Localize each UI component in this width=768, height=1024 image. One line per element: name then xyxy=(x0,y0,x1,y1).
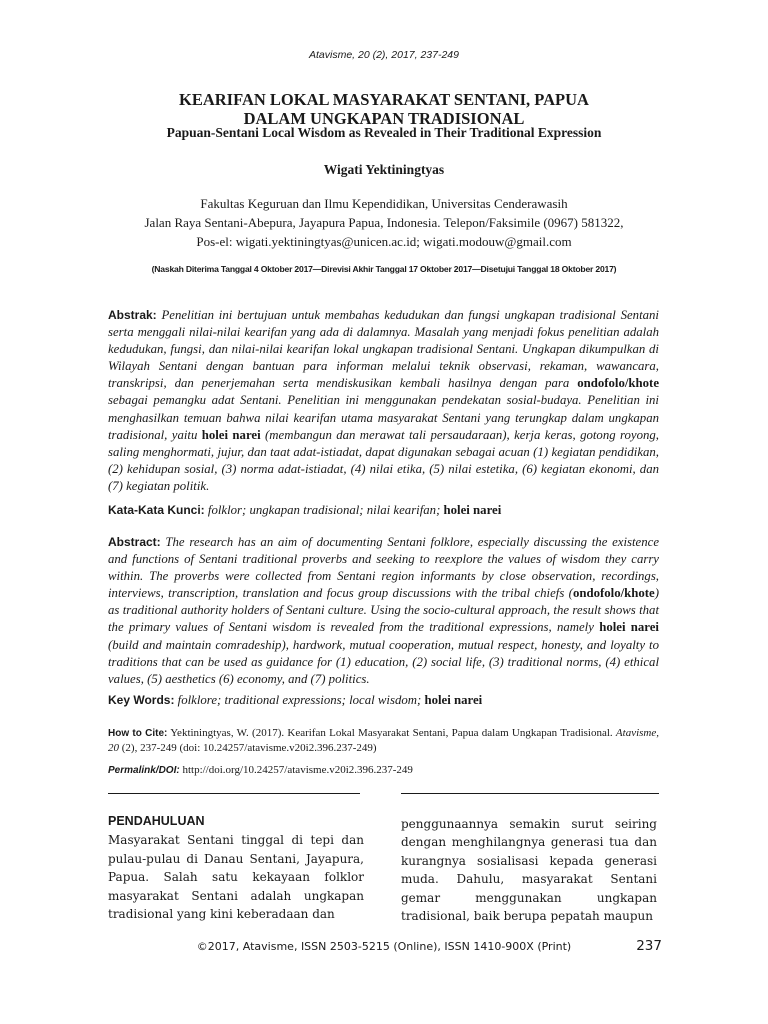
abstract-text-2: ) as traditional authority holders of Sentani culture. Using the socio-cultural approach, the result shows that the primary values of Sentani wisdom is revealed from the traditional expressions, namely xyxy=(108,586,659,635)
kata-kunci-text: folklor; ungkapan tradisional; nilai kearifan; xyxy=(204,503,444,517)
affiliation-line-2: Jalan Raya Sentani-Abepura, Jayapura Papua, Indonesia. Telepon/Faksimile (0967) 581322, xyxy=(144,215,624,230)
body-text-left: Masyarakat Sentani tinggal di tepi dan pulau-pulau di Danau Sentani, Jayapura, Papua. Salah satu kekayaan folklor masyarakat Sentani adalah ungkapan tradisional yang kini keberadaan dan xyxy=(108,833,364,922)
affiliation-line-3: Pos-el: wigati.yektiningtyas@unicen.ac.id; wigati.modouw@gmail.com xyxy=(196,234,572,249)
permalink xyxy=(108,764,659,776)
abstrak-label: Abstrak: xyxy=(108,308,157,322)
abstrak-text-2: sebagai pemangku adat Sentani. Penelitian ini menggunakan pendekatan sosial-budaya. Penelitian ini menghasilkan temuan bahwa nilai kearifan utama masyarakat Sentani yang terungkap dalam ungkapan tradisional, yaitu xyxy=(108,393,659,442)
how-to-cite-label: How to Cite: xyxy=(108,728,168,739)
abstrak-paragraph xyxy=(108,307,659,495)
how-to-cite xyxy=(108,726,659,756)
running-header: Atavisme, 20 (2), 2017, 237-249 xyxy=(308,49,459,61)
abstrak-term-2: holei narei xyxy=(201,427,261,442)
key-words-label: Key Words: xyxy=(108,693,175,707)
title-line-2: DALAM UNGKAPAN TRADISIONAL xyxy=(243,109,525,128)
permalink-label: Permalink/DOI: xyxy=(108,765,180,776)
abstract-text-3: (build and maintain comradeship), hardwork, mutual cooperation, mutual respect, honesty, and loyalty to traditions that can be used as guidance for (1) education, (2) social life, (3) traditional norms, (4) ethical values, (5) aesthetics (6) economy, and (7) politics. xyxy=(108,637,659,686)
body-text-right: penggunaannya semakin surut seiring dengan menghilangnya generasi tua dan kurangnya sosialisasi kepada generasi muda. Dahulu, masyarakat Sentani gemar menggunakan ungkapan tradisional, baik berupa pepatah maupun xyxy=(401,817,657,924)
how-to-cite-text-1: Yektiningtyas, W. (2017). Kearifan Lokal Masyarakat Sentani, Papua dalam Ungkapan Tradisional. xyxy=(167,727,616,739)
kata-kunci-term: holei narei xyxy=(443,503,502,517)
affiliation xyxy=(60,194,708,251)
affiliation-line-1: Fakultas Keguruan dan Ilmu Kependidikan, Universitas Cenderawasih xyxy=(200,196,568,211)
doi-link[interactable]: http://doi.org/10.24257/atavisme.v20i2.396.237-249 xyxy=(179,764,413,776)
abstrak-term-1: ondofolo/khote xyxy=(577,376,659,391)
abstract-term-2: holei narei xyxy=(599,620,659,635)
column-divider-left xyxy=(108,793,360,794)
body-column-right xyxy=(401,815,657,925)
how-to-cite-text-2: (2), 237-249 (doi: 10.24257/atavisme.v20i2.396.237-249) xyxy=(119,742,377,754)
kata-kunci-line xyxy=(108,502,659,519)
how-to-cite-journal: Atavisme, 20 xyxy=(108,727,659,754)
column-divider-right xyxy=(401,793,659,794)
key-words-term: holei narei xyxy=(424,693,483,707)
section-heading: PENDAHULUAN xyxy=(108,814,205,828)
key-words-line xyxy=(108,692,659,709)
body-column-left xyxy=(108,812,364,923)
abstrak-text-3: (membangun dan merawat tali persaudaraan), kerja keras, gotong royong, saling menghormati, jujur, dan taat adat-istiadat, dapat digunakan sebagai acuan (1) kegiatan pendidikan, (2) kehidupan sosial, (3) norma adat-istiadat, (4) nilai etika, (5) nilai estetika, (6) kegiatan ekonomi, dan (7) kegiatan politik. xyxy=(108,427,659,493)
abstract-paragraph xyxy=(108,534,659,688)
page-number: 237 xyxy=(636,938,662,954)
author-name: Wigati Yektiningtyas xyxy=(323,162,445,177)
abstract-term-1: ondofolo/khote xyxy=(572,586,655,601)
article-subtitle: Papuan-Sentani Local Wisdom as Revealed in Their Traditional Expression xyxy=(166,125,602,140)
footer-copyright: ©2017, Atavisme, ISSN 2503-5215 (Online), ISSN 1410-900X (Print) xyxy=(196,940,572,953)
abstrak-text-1: Penelitian ini bertujuan untuk membahas kedudukan dan fungsi ungkapan tradisional Sentani serta menggali nilai-nilai kearifan yang ada di dalamnya. Masalah yang menjadi fokus penelitian adalah kedudukan, fungsi, dan nilai-nilai kearifan lokal ungkapan tradisional Sentani. Ungkapan dikumpulkan di Wilayah Sentani dengan bantuan para informan melalui teknik observasi, rekaman, wawancara, transkripsi, dan penerjemahan serta mendiskusikan kembali hasilnya dengan para xyxy=(108,308,659,391)
key-words-text: folklore; traditional expressions; local wisdom; xyxy=(174,693,425,707)
abstract-label: Abstract: xyxy=(108,535,161,549)
submission-dates: (Naskah Diterima Tanggal 4 Oktober 2017—Direvisi Akhir Tanggal 17 Oktober 2017—Disetujui Tanggal 18 Oktober 2017) xyxy=(151,264,617,274)
title-line-1: KEARIFAN LOKAL MASYARAKAT SENTANI, PAPUA xyxy=(179,90,589,109)
kata-kunci-label: Kata-Kata Kunci: xyxy=(108,503,205,517)
abstract-text-1: The research has an aim of documenting Sentani folklore, especially discussing the existence and functions of Sentani traditional proverbs and seeking to reexplore the values of wisdom they carry within. The proverbs were collected from Sentani region informants by close observation, recordings, interviews, transcription, translation and focus group discussions with the tribal chiefs ( xyxy=(108,535,659,601)
article-title xyxy=(60,90,708,128)
